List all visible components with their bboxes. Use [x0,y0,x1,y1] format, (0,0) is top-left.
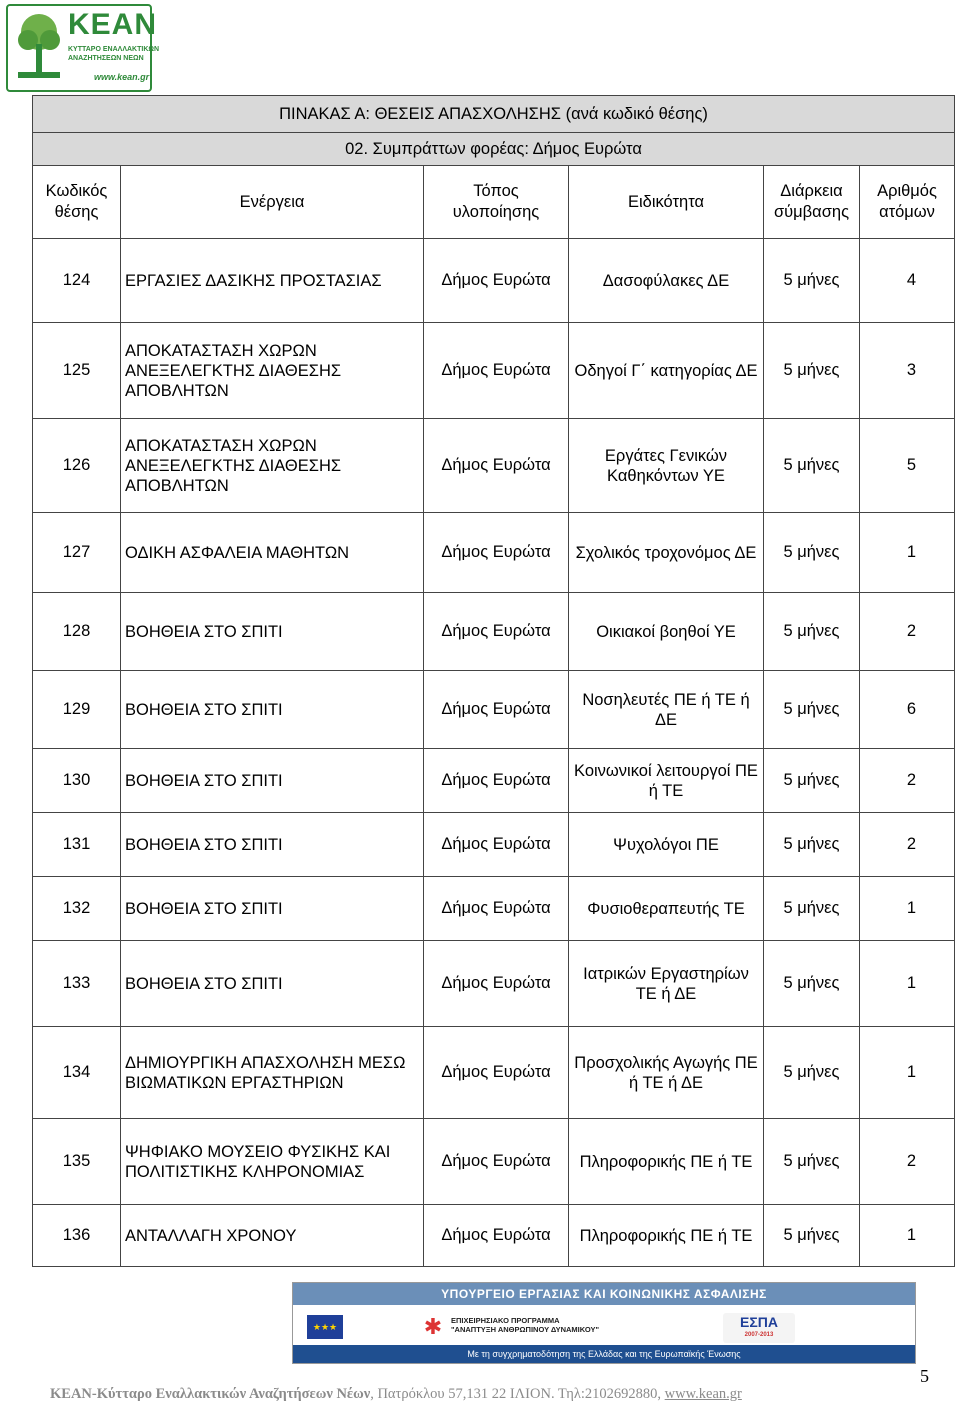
cell-duration: 5 μήνες [764,419,860,513]
espa-logo [723,1313,795,1343]
cell-location: Δήμος Ευρώτα [424,813,569,877]
header-count: Αριθμός ατόμων [860,166,955,239]
program-line-2: "ΑΝΑΠΤΥΞΗ ΑΝΘΡΩΠΙΝΟΥ ΔΥΝΑΜΙΚΟΥ" [451,1325,600,1334]
cell-specialty: Πληροφορικής ΠΕ ή ΤΕ [569,1119,764,1205]
cell-action: ΑΝΤΑΛΛΑΓΗ ΧΡΟΝΟΥ [121,1205,424,1267]
cell-location: Δήμος Ευρώτα [424,1027,569,1119]
cell-location: Δήμος Ευρώτα [424,749,569,813]
cell-code: 132 [33,877,121,941]
cell-code: 131 [33,813,121,877]
cell-specialty: Οδηγοί Γ΄ κατηγορίας ΔΕ [569,323,764,419]
header-location: Τόπος υλοποίησης [424,166,569,239]
footer-address-text: , Πατρόκλου 57,131 22 ΙΛΙΟΝ. Τηλ:2102692880, [370,1386,665,1402]
cell-action: ΒΟΗΘΕΙΑ ΣΤΟ ΣΠΙΤΙ [121,941,424,1027]
cell-code: 129 [33,671,121,749]
funding-banner [292,1282,916,1364]
cell-code: 130 [33,749,121,813]
cell-specialty: Σχολικός τροχονόμος ΔΕ [569,513,764,593]
espa-years: 2007-2013 [744,1332,774,1338]
cell-count: 2 [860,593,955,671]
cell-code: 133 [33,941,121,1027]
cell-action: ΒΟΗΘΕΙΑ ΣΤΟ ΣΠΙΤΙ [121,671,424,749]
cell-code: 124 [33,239,121,323]
logo-brand: KEAN [68,8,158,41]
cell-location: Δήμος Ευρώτα [424,239,569,323]
cell-action: ΟΔΙΚΗ ΑΣΦΑΛΕΙΑ ΜΑΘΗΤΩΝ [121,513,424,593]
table-row [33,1119,955,1205]
cell-specialty: Προσχολικής Αγωγής ΠΕ ή ΤΕ ή ΔΕ [569,1027,764,1119]
program-line-1: ΕΠΙΧΕΙΡΗΣΙΑΚΟ ΠΡΟΓΡΑΜΜΑ [451,1316,560,1325]
table-row [33,239,955,323]
cell-specialty: Ιατρικών Εργαστηρίων ΤΕ ή ΔΕ [569,941,764,1027]
cell-code: 134 [33,1027,121,1119]
cell-code: 128 [33,593,121,671]
footer-org: ΚΕΑΝ-Κύτταρο Εναλλακτικών Αναζητήσεων Νέων [50,1386,371,1402]
logo-tagline-2: ΑΝΑΖΗΤΗΣΕΩΝ ΝΕΩΝ [68,55,144,62]
cell-specialty: Πληροφορικής ΠΕ ή ΤΕ [569,1205,764,1267]
cell-location: Δήμος Ευρώτα [424,323,569,419]
table-row [33,1027,955,1119]
cell-count: 5 [860,419,955,513]
cell-location: Δήμος Ευρώτα [424,671,569,749]
cell-count: 1 [860,1205,955,1267]
cell-duration: 5 μήνες [764,1205,860,1267]
cell-duration: 5 μήνες [764,239,860,323]
logo-tagline-1: ΚΥΤΤΑΡΟ ΕΝΑΛΛΑΚΤΙΚΩΝ [68,46,160,53]
cell-location: Δήμος Ευρώτα [424,1205,569,1267]
cell-specialty: Οικιακοί βοηθοί ΥΕ [569,593,764,671]
cell-location: Δήμος Ευρώτα [424,419,569,513]
cell-action: ΒΟΗΘΕΙΑ ΣΤΟ ΣΠΙΤΙ [121,813,424,877]
cell-count: 2 [860,1119,955,1205]
table-body [33,239,955,1267]
cell-action: ΑΠΟΚΑΤΑΣΤΑΣΗ ΧΩΡΩΝ ΑΝΕΞΕΛΕΓΚΤΗΣ ΔΙΑΘΕΣΗΣ ΑΠΟΒΛΗΤΩΝ [121,419,424,513]
table-row [33,877,955,941]
cofunding-label: Με τη συγχρηματοδότηση της Ελλάδας και της Ευρωπαϊκής Ένωσης [293,1345,915,1363]
cell-location: Δήμος Ευρώτα [424,877,569,941]
cell-count: 2 [860,749,955,813]
cell-duration: 5 μήνες [764,813,860,877]
cell-count: 1 [860,1027,955,1119]
logo-website: www.kean.gr [94,72,150,82]
table-header-row [33,166,955,239]
footer-website-link[interactable]: www.kean.gr [664,1386,742,1402]
cell-code: 125 [33,323,121,419]
cell-duration: 5 μήνες [764,513,860,593]
cell-count: 1 [860,877,955,941]
cell-duration: 5 μήνες [764,323,860,419]
header-action: Ενέργεια [121,166,424,239]
table-title-row [33,96,955,133]
cell-location: Δήμος Ευρώτα [424,513,569,593]
ministry-label: ΥΠΟΥΡΓΕΙΟ ΕΡΓΑΣΙΑΣ ΚΑΙ ΚΟΙΝΩΝΙΚΗΣ ΑΣΦΑΛΙΣΗΣ [293,1283,915,1305]
table-row [33,323,955,419]
cell-code: 126 [33,419,121,513]
cell-count: 1 [860,513,955,593]
cell-count: 4 [860,239,955,323]
cell-location: Δήμος Ευρώτα [424,941,569,1027]
cell-action: ΕΡΓΑΣΙΕΣ ΔΑΣΙΚΗΣ ΠΡΟΣΤΑΣΙΑΣ [121,239,424,323]
cell-duration: 5 μήνες [764,671,860,749]
positions-table [32,95,955,1267]
table-row [33,419,955,513]
table-title: ΠΙΝΑΚΑΣ Α: ΘΕΣΕΙΣ ΑΠΑΣΧΟΛΗΣΗΣ (ανά κωδικό θέσης) [33,96,955,133]
table-row [33,941,955,1027]
table-subtitle-row [33,133,955,166]
table-row [33,593,955,671]
tree-icon [14,10,64,84]
page-number: 5 [920,1366,929,1386]
cell-count: 3 [860,323,955,419]
cell-specialty: Εργάτες Γενικών Καθηκόντων ΥΕ [569,419,764,513]
cell-specialty: Κοινωνικοί λειτουργοί ΠΕ ή ΤΕ [569,749,764,813]
table-subtitle: 02. Συμπράττων φορέας: Δήμος Ευρώτα [33,133,955,166]
header-specialty: Ειδικότητα [569,166,764,239]
header-duration: Διάρκεια σύμβασης [764,166,860,239]
table-row [33,671,955,749]
cell-duration: 5 μήνες [764,593,860,671]
program-logo-icon: ✱ [423,1314,443,1339]
table-row [33,749,955,813]
cell-specialty: Δασοφύλακες ΔΕ [569,239,764,323]
program-label [451,1316,599,1334]
cell-location: Δήμος Ευρώτα [424,593,569,671]
cell-duration: 5 μήνες [764,749,860,813]
eu-flag-icon: ★★★ [307,1315,343,1339]
cell-code: 135 [33,1119,121,1205]
cell-action: ΒΟΗΘΕΙΑ ΣΤΟ ΣΠΙΤΙ [121,877,424,941]
table-row [33,1205,955,1267]
kean-logo [6,4,160,92]
cell-duration: 5 μήνες [764,877,860,941]
footer-address [50,1386,742,1403]
cell-code: 136 [33,1205,121,1267]
cell-location: Δήμος Ευρώτα [424,1119,569,1205]
cell-duration: 5 μήνες [764,941,860,1027]
cell-duration: 5 μήνες [764,1027,860,1119]
espa-label: ΕΣΠΑ [740,1314,778,1330]
cell-count: 1 [860,941,955,1027]
cell-specialty: Νοσηλευτές ΠΕ ή ΤΕ ή ΔΕ [569,671,764,749]
cell-action: ΒΟΗΘΕΙΑ ΣΤΟ ΣΠΙΤΙ [121,593,424,671]
table-row [33,513,955,593]
cell-action: ΒΟΗΘΕΙΑ ΣΤΟ ΣΠΙΤΙ [121,749,424,813]
cell-specialty: Φυσιοθεραπευτής ΤΕ [569,877,764,941]
cell-action: ΑΠΟΚΑΤΑΣΤΑΣΗ ΧΩΡΩΝ ΑΝΕΞΕΛΕΓΚΤΗΣ ΔΙΑΘΕΣΗΣ ΑΠΟΒΛΗΤΩΝ [121,323,424,419]
cell-action: ΔΗΜΙΟΥΡΓΙΚΗ ΑΠΑΣΧΟΛΗΣΗ ΜΕΣΩ ΒΙΩΜΑΤΙΚΩΝ ΕΡΓΑΣΤΗΡΙΩΝ [121,1027,424,1119]
cell-code: 127 [33,513,121,593]
header-code: Κωδικός θέσης [33,166,121,239]
cell-count: 6 [860,671,955,749]
cell-duration: 5 μήνες [764,1119,860,1205]
cell-count: 2 [860,813,955,877]
cell-specialty: Ψυχολόγοι ΠΕ [569,813,764,877]
table-row [33,813,955,877]
cell-action: ΨΗΦΙΑΚΟ ΜΟΥΣΕΙΟ ΦΥΣΙΚΗΣ ΚΑΙ ΠΟΛΙΤΙΣΤΙΚΗΣ ΚΛΗΡΟΝΟΜΙΑΣ [121,1119,424,1205]
